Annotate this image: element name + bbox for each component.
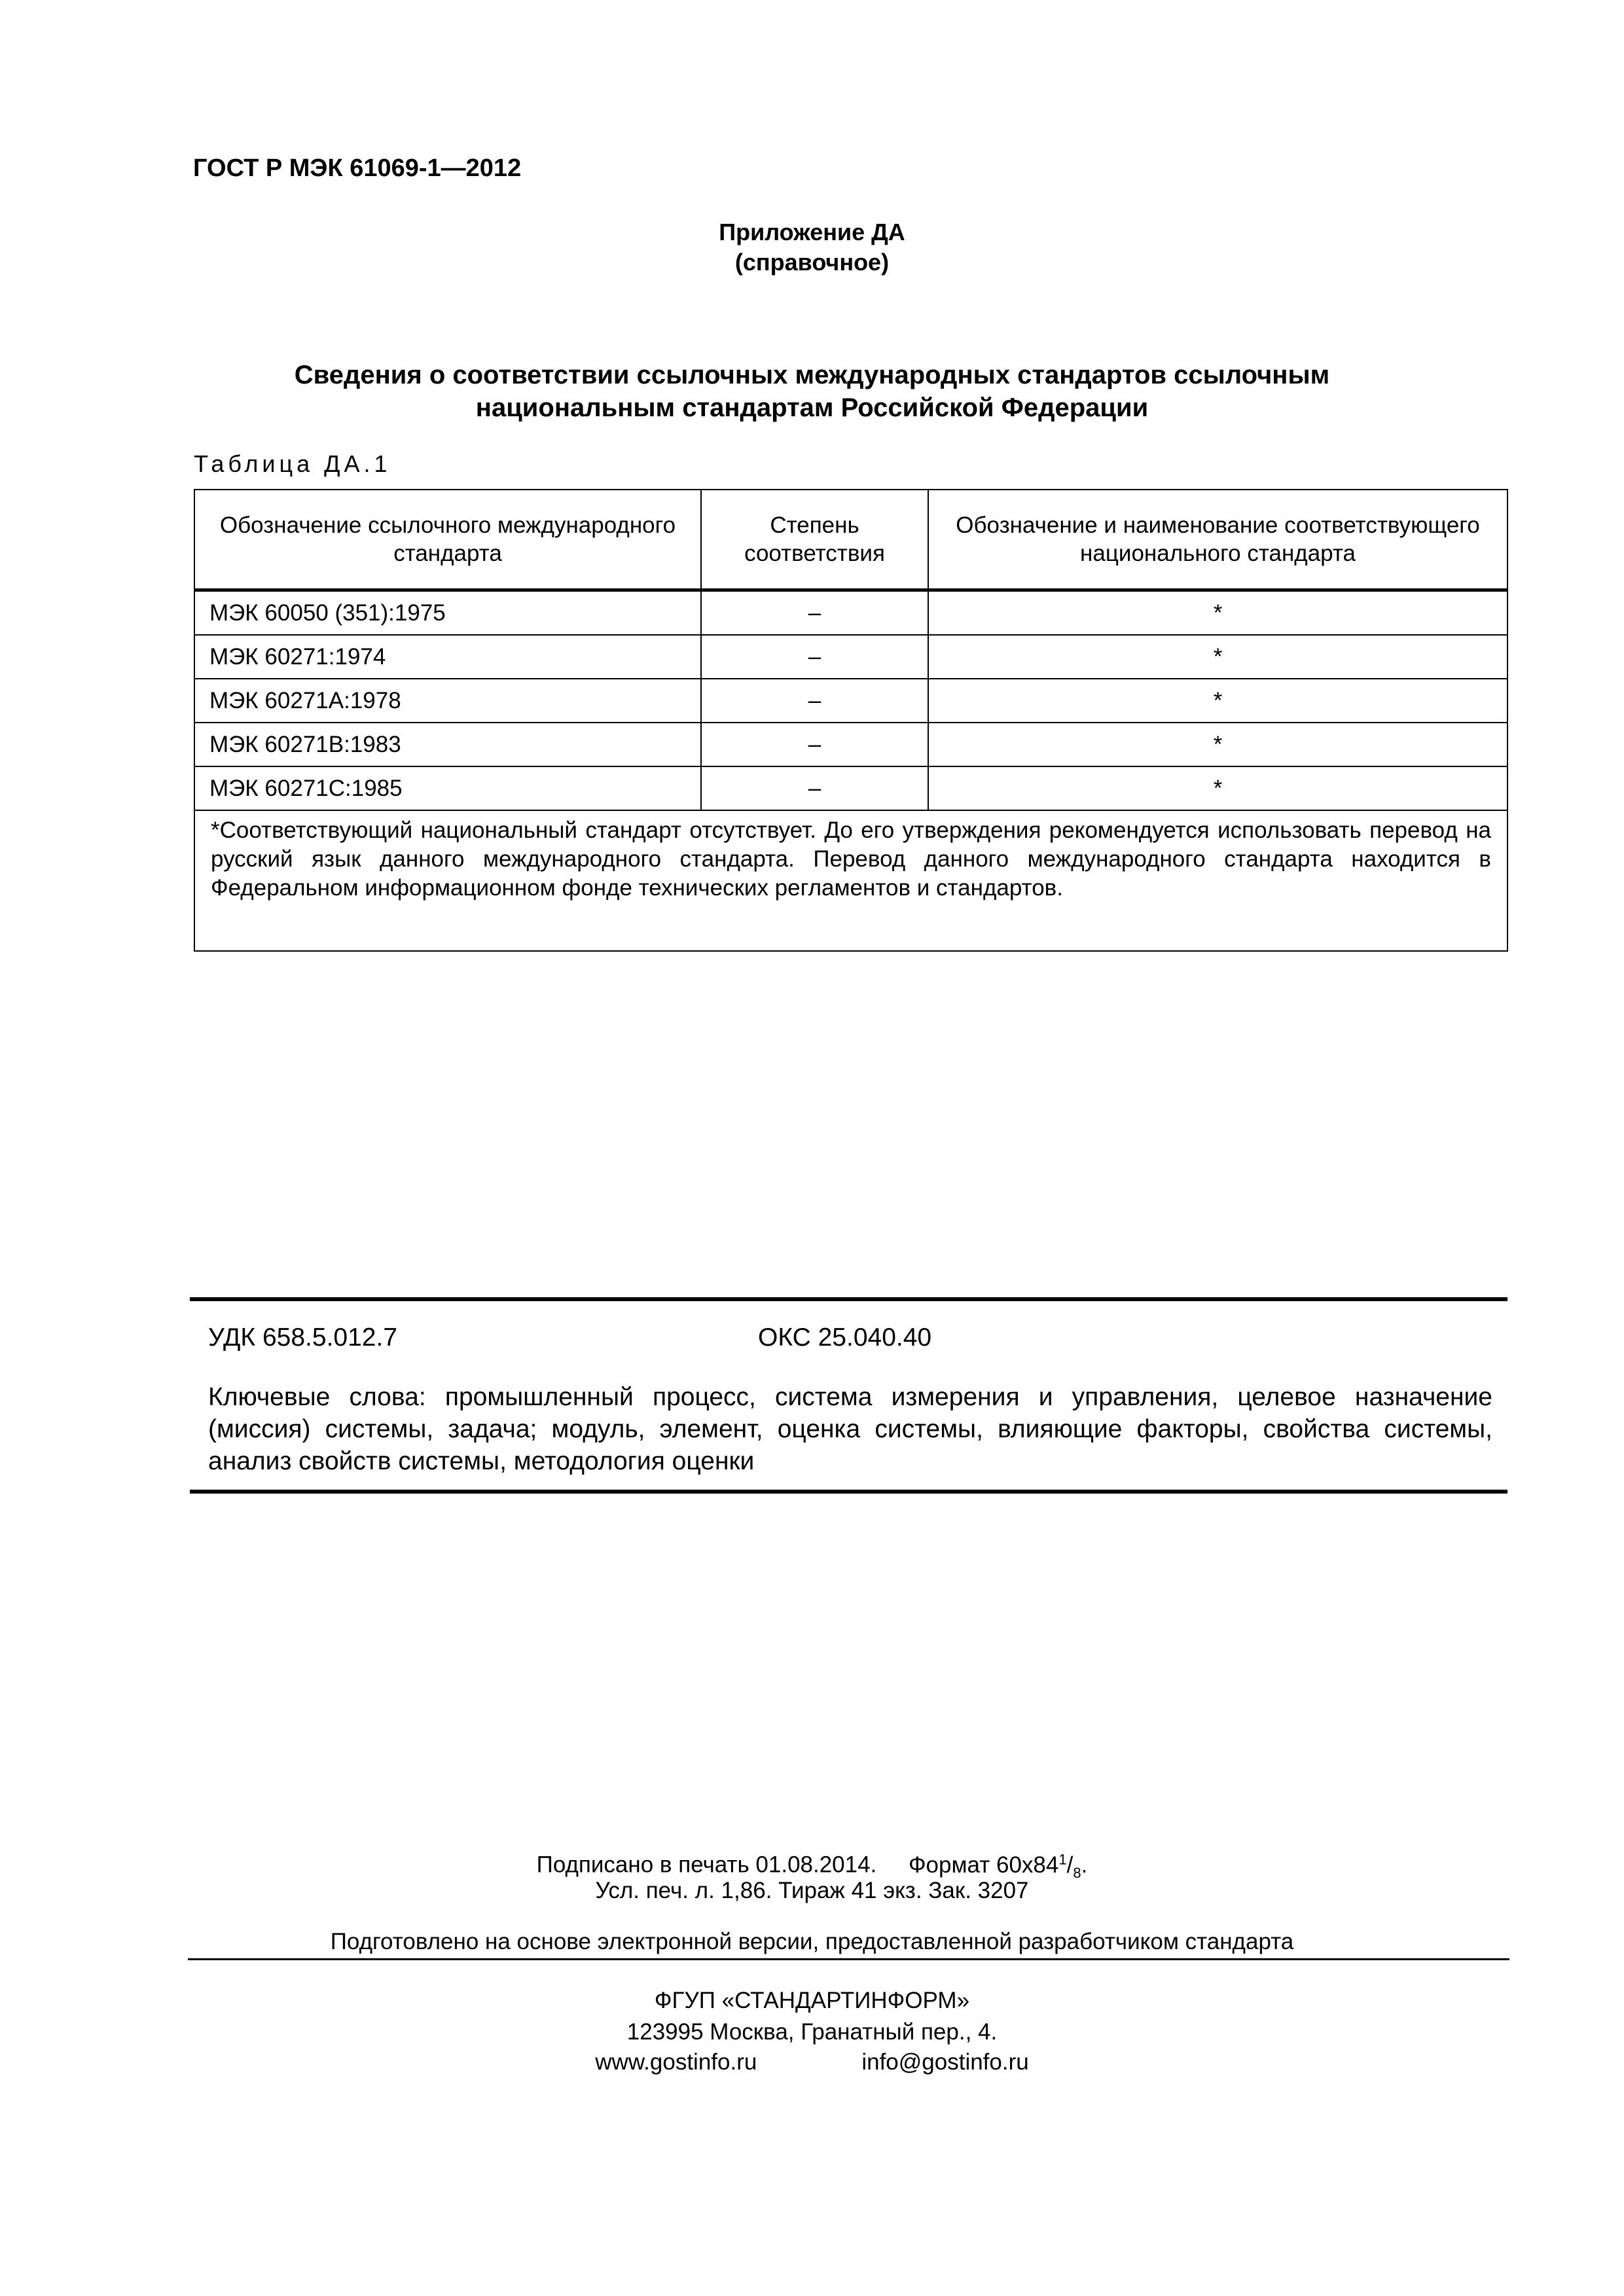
paper-format: Формат $60x84^1/_8$. — [908, 1851, 1088, 1881]
cell-national-standard: * — [928, 723, 1507, 766]
table-row — [194, 590, 1507, 636]
table-header-row — [194, 490, 1507, 590]
publisher-name: ФГУП «СТАНДАРТИНФОРМ» — [654, 1988, 970, 2013]
table-caption: Таблица ДА.1 — [194, 450, 391, 477]
document-code: ГОСТ Р МЭК 61069-1—2012 — [193, 154, 522, 182]
email-link[interactable]: info@gostinfo.ru — [861, 2049, 1029, 2075]
cell-national-standard: * — [928, 635, 1507, 679]
table-footnote: *Соответствующий национальный стандарт отсутствует. До его утверждения рекомендуется использовать перевод на русский язык данного международного стандарта. Перевод данного международного стандарта находится в Федеральном информационном фонде технических регламентов и стандартов. — [194, 810, 1507, 951]
cell-conformity: – — [701, 590, 928, 636]
cell-conformity: – — [701, 679, 928, 723]
annex-heading-line-1: Сведения о соответствии ссылочных международных стандартов ссылочным — [294, 361, 1330, 389]
table-footnote-row — [194, 810, 1507, 951]
cell-standard-code: МЭК 60050 (351):1975 — [194, 590, 701, 636]
website-link[interactable]: www.gostinfo.ru — [595, 2049, 757, 2075]
classification-top-rule — [190, 1297, 1507, 1301]
table-row — [194, 766, 1507, 810]
cell-national-standard: * — [928, 766, 1507, 810]
cell-national-standard: * — [928, 679, 1507, 723]
cell-conformity: – — [701, 723, 928, 766]
cell-national-standard: * — [928, 590, 1507, 636]
cell-standard-code: МЭК 60271С:1985 — [194, 766, 701, 810]
column-header-conformity-degree: Степень соответствия — [701, 490, 928, 590]
annex-title: Приложение ДА — [719, 219, 905, 245]
keywords: Ключевые слова: промышленный процесс, система измерения и управления, целевое назначение (миссия) системы, задача; модуль, элемент, оценка системы, влияющие факторы, свойства системы, анализ свойств системы, методология оценки — [208, 1383, 1492, 1475]
cell-standard-code: МЭК 60271:1974 — [194, 635, 701, 679]
cell-conformity: – — [701, 635, 928, 679]
table-row — [194, 635, 1507, 679]
udk-code: УДК 658.5.012.7 — [208, 1323, 398, 1352]
column-header-international-standard: Обозначение ссылочного международного стандарта — [194, 490, 701, 590]
classification-bottom-rule — [190, 1490, 1507, 1494]
publisher-address: 123995 Москва, Гранатный пер., 4. — [626, 2019, 998, 2045]
cell-standard-code: МЭК 60271В:1983 — [194, 723, 701, 766]
table-row — [194, 679, 1507, 723]
annex-status: (справочное) — [734, 249, 890, 276]
table-row — [194, 723, 1507, 766]
reference-standards-table — [194, 489, 1508, 952]
cell-standard-code: МЭК 60271А:1978 — [194, 679, 701, 723]
prepared-note: Подготовлено на основе электронной версии, предоставленной разработчиком стандарта — [330, 1929, 1294, 1954]
column-header-national-standard: Обозначение и наименование соответствующего национального стандарта — [928, 490, 1507, 590]
imprint-rule — [188, 1958, 1509, 1960]
publisher-contacts — [0, 2047, 1624, 2077]
cell-conformity: – — [701, 766, 928, 810]
imprint-print-line: Усл. печ. л. 1,86. Тираж 41 экз. Зак. 3207 — [595, 1878, 1029, 1903]
signed-date: Подписано в печать 01.08.2014. — [536, 1852, 877, 1878]
annex-heading-line-2: национальным стандартам Российской Федерации — [475, 393, 1149, 422]
oks-code: ОКС 25.040.40 — [758, 1323, 932, 1352]
